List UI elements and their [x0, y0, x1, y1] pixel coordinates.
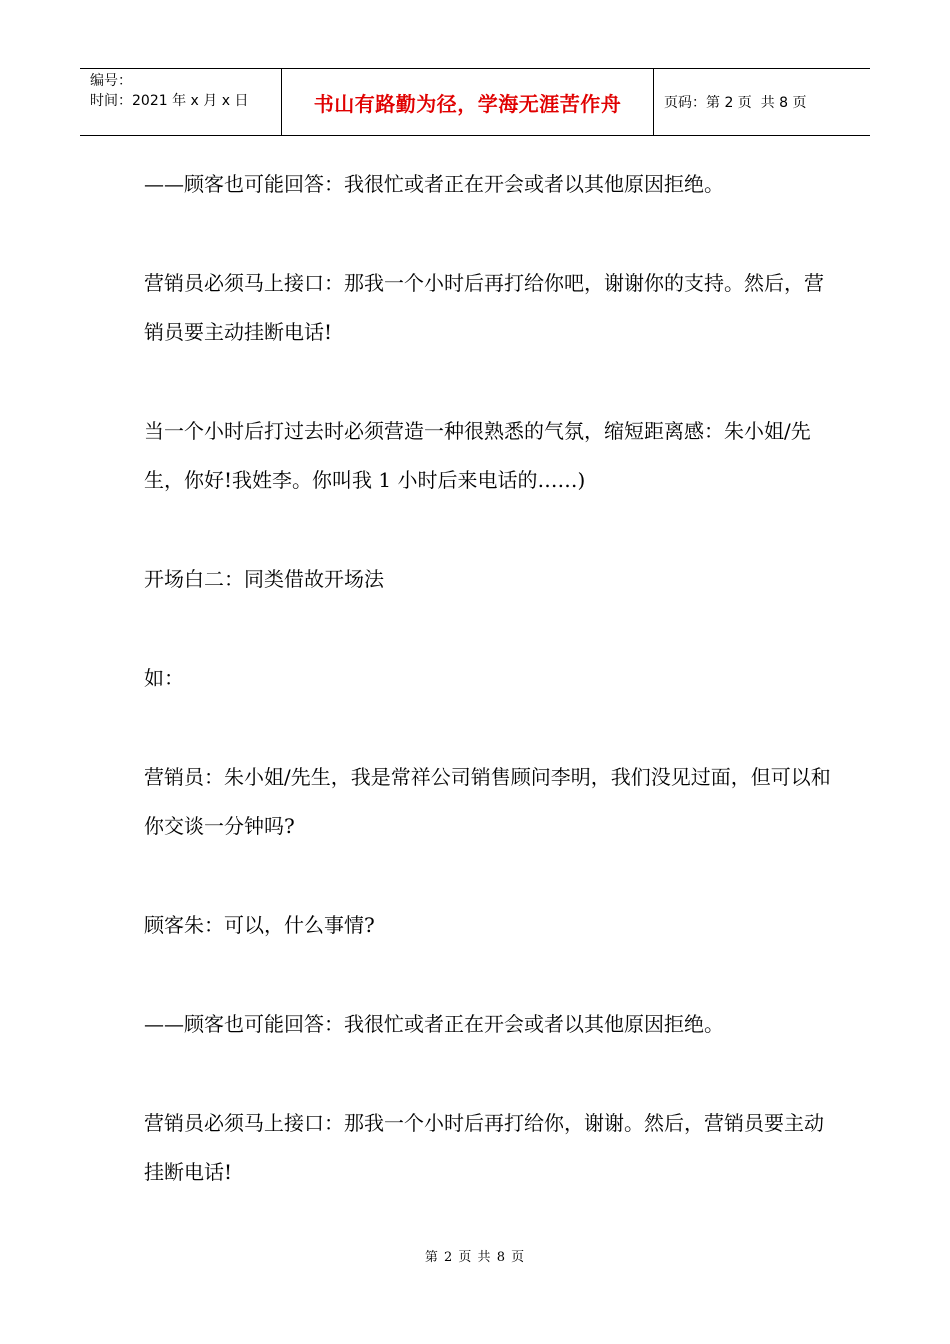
paragraph: ——顾客也可能回答：我很忙或者正在开会或者以其他原因拒绝。: [144, 1012, 724, 1036]
header-table: [80, 68, 870, 136]
paragraph: 营销员必须马上接口：那我一个小时后再打给你吧，谢谢你的支持。然后，营销员要主动挂断电话!: [144, 271, 824, 344]
document-date-label: 时间：2021 年 x 月 x 日: [90, 93, 249, 109]
paragraph: ——顾客也可能回答：我很忙或者正在开会或者以其他原因拒绝。: [144, 172, 724, 196]
paragraph: 顾客朱：可以，什么事情?: [144, 913, 375, 937]
document-body: [144, 160, 834, 1247]
header-meta-cell: [80, 69, 282, 135]
header-page-info: 页码：第 2 页 共 8 页: [664, 95, 807, 111]
paragraph: 如：: [144, 666, 184, 690]
header-motto: 书山有路勤为径，学海无涯苦作舟: [282, 69, 654, 135]
paragraph: 当一个小时后打过去时必须营造一种很熟悉的气氛，缩短距离感：朱小姐/先生，你好!我姓李。你叫我 1 小时后来电话的……): [144, 419, 811, 492]
header-page-info-cell: [654, 69, 870, 135]
page-footer: [0, 1246, 950, 1265]
document-number-label: 编号：: [90, 73, 132, 89]
paragraph: 营销员：朱小姐/先生，我是常祥公司销售顾问李明，我们没见过面，但可以和你交谈一分钟吗?: [144, 765, 831, 838]
section-heading: 开场白二：同类借故开场法: [144, 567, 384, 591]
paragraph: 营销员必须马上接口：那我一个小时后再打给你，谢谢。然后，营销员要主动挂断电话!: [144, 1111, 824, 1184]
page-footer-text: 第 2 页 共 8 页: [424, 1250, 526, 1265]
